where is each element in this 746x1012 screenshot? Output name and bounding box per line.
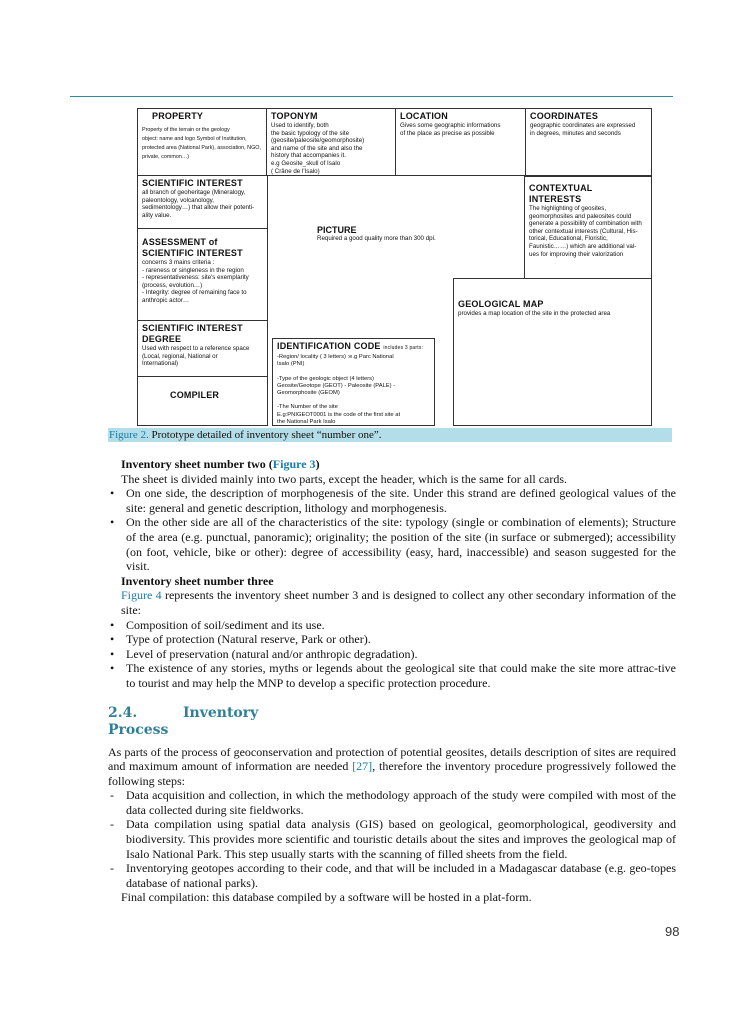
step-2: Data compilation using spatial data analysis (GIS) based on geological, geomorphological, geodiversity and biodiversity. This provides more scientific and touristic details about the sites and improves the geological map of Isalo National Park. This step usually starts with the scanning of filled sheets from the field.: [126, 817, 676, 861]
contextual-interests-cell: [524, 176, 652, 279]
toponym-cell: [266, 108, 396, 176]
header-rule: [70, 96, 673, 97]
section-para-pre: As parts of the process of geoconservation and protection of potential geosites, details description of sites are required and maximum amount of information are needed: [108, 744, 676, 774]
sheet2-heading: [108, 457, 676, 472]
coordinates-title: COORDINATES: [530, 111, 599, 121]
list-item: • On the other side are all of the characteristics of the site: typology (single or combination of elements); Structure of the area (e.g. punctual, panoramic); originality; the position of the site (in surface or submerged); accessibility (on foot, vehicle, bike or other): degree of accessibility (easy, hard, inaccessible) and season suggested for the visit.: [110, 515, 676, 574]
main-text: [108, 457, 676, 905]
geological-map-desc: provides a map location of the site in the protected area: [458, 310, 611, 317]
picture-desc: Required a good quality more than 300 dpi.: [317, 235, 436, 242]
list-item: • Level of preservation (natural and/or anthropic degradation).: [110, 646, 418, 661]
toponym-title: TOPONYM: [271, 111, 318, 121]
list-item: - Data compilation using spatial data analysis (GIS) based on geological, geomorphological, geodiversity and biodiversity. This provides more scientific and touristic details about the sites and improves the geological map of Isalo National Park. This step usually starts with the scanning of filled sheets from the field.: [110, 817, 676, 861]
section-number: 2.4.: [108, 704, 138, 721]
assessment-desc: concerns 3 mains criteria : - rareness or singleness in the region - representativeness: site's exemplarity (process, evolution…) - Integrity: degree of remaining face to anthropic actor…: [142, 259, 249, 304]
step-3: Inventorying geotopes according to their code, and that will be included in a Madagascar database (e.g. geo-topes database of national parks).: [126, 861, 676, 890]
section-heading: [108, 705, 676, 739]
sheet3-heading: Inventory sheet number three: [121, 573, 274, 588]
scientific-interest-desc: all branch of geoheritage (Mineralogy, paleontology, volcanology, sedimentology…) that allow their potenti- ality value.: [142, 189, 255, 219]
scientific-degree-title: SCIENTIFIC INTEREST DEGREE: [142, 323, 243, 344]
picture-area: [317, 225, 517, 243]
reference-27-link[interactable]: [27]: [352, 759, 373, 774]
scientific-degree-cell: [137, 320, 268, 377]
sheet3-intro: [108, 588, 676, 617]
geological-map-title: GEOLOGICAL MAP: [458, 299, 544, 309]
step-1: Data acquisition and collection, in which the methodology approach of the study were compiled with most of the data collected during site fieldworks.: [126, 788, 676, 817]
section-title: Inventory: [183, 704, 259, 721]
sheet2-heading-close: ): [315, 457, 320, 471]
scientific-interest-cell: [137, 175, 268, 229]
section-para-post: , therefore the inventory procedure progressively followed the following steps:: [108, 759, 677, 788]
location-title: LOCATION: [400, 111, 448, 121]
sheet3-intro-text: represents the inventory sheet number 3 and is designed to collect any other secondary information of the site:: [121, 588, 676, 617]
property-desc: Property of the terrain or the geology object: name and logo Symbol of Institution, protected area (National Park), association, NGO, private, common…): [142, 127, 261, 160]
final-compilation: Final compilation: this database compiled by a software will be hosted in a plat-form.: [121, 890, 532, 905]
list-item: • Type of protection (Natural reserve, Park or other).: [110, 632, 371, 647]
geological-map-cell: [453, 278, 652, 426]
list-item: • Composition of soil/sediment and its use.: [110, 617, 325, 632]
compiler-cell: [137, 376, 268, 426]
coordinates-cell: [525, 108, 652, 176]
sheet2-bullet-2: On the other side are all of the characteristics of the site: typology (single or combination of elements); Structure of the area (e.g. punctual, panoramic); originality; the position of the site (in surface or submerged); accessibility (on foot, vehicle, bike or other): degree of accessibility (easy, hard, inaccessible) and season suggested for the visit.: [126, 515, 676, 574]
toponym-desc: Used to identify, both the basic typology of the site (geosite/paleosite/geomorphosite) and name of the site and also the history that accompanies it. e.g Geosite_skull of Isalo ( Crâne de l'Isalo): [271, 122, 365, 175]
figure3-link[interactable]: Figure 3: [272, 457, 316, 471]
sheet3-bullet-4: The existence of any stories, myths or legends about the geological site that could make the site more attrac-tive to tourist and may help the MNP to develop a specific protection procedure.: [126, 661, 676, 690]
identification-code-desc: -Region/ locality ( 3 letters) :e.g Parc National Isalo (PNI) -Type of the geologic object (4 letters) Geosite/Geotope (GEOT) - Paleosite (PALE) - Geomorphosite (GEOM) -The Number of the site E.g:PNIGEOT0001 is the code of the first site at the National Park Isalo: [277, 354, 401, 425]
section-paragraph: [108, 745, 676, 789]
page-number: 98: [665, 924, 680, 939]
sheet2-intro: The sheet is divided mainly into two parts, except the header, which is the same for all cards.: [121, 471, 568, 486]
list-item: - Data acquisition and collection, in which the methodology approach of the study were compiled with most of the data collected during site fieldworks.: [110, 788, 676, 817]
figure4-link[interactable]: Figure 4: [121, 588, 162, 603]
location-desc: Gives some geographic informations of the place as precise as possible: [400, 122, 501, 137]
location-cell: [395, 108, 526, 176]
sheet3-bullet-2: Type of protection (Natural reserve, Park or other).: [126, 632, 371, 647]
section-title-line2: Process: [108, 721, 169, 738]
sheet3-bullet-1: Composition of soil/sediment and its use.: [126, 617, 325, 632]
contextual-interests-title: CONTEXTUAL INTERESTS: [529, 183, 593, 204]
figure-caption: [108, 428, 672, 442]
assessment-cell: [137, 228, 268, 321]
scientific-degree-desc: Used with respect to a reference space (Local, regional, National or International): [142, 345, 250, 368]
figure-caption-label: Figure 2.: [109, 429, 149, 441]
assessment-title: ASSESSMENT of SCIENTIFIC INTEREST: [142, 237, 243, 258]
identification-code-title: IDENTIFICATION CODE: [277, 341, 381, 351]
picture-title: PICTURE: [317, 225, 357, 235]
coordinates-desc: geographic coordinates are expressed in degrees, minutes and seconds: [530, 122, 636, 137]
sheet2-heading-text: Inventory sheet number two (: [121, 457, 273, 471]
sheet2-bullet-1: On one side, the description of morphogenesis of the site. Under this strand are defined geological values of the site: general and genetic description, lithology and morphogenesis.: [126, 486, 676, 515]
property-cell: [137, 108, 267, 176]
list-item: - Inventorying geotopes according to their code, and that will be included in a Madagascar database (e.g. geo-topes database of national parks).: [110, 861, 676, 890]
property-title: PROPERTY: [152, 111, 204, 121]
compiler-title: COMPILER: [170, 390, 220, 400]
identification-code-cell: [272, 338, 435, 426]
list-item: • On one side, the description of morphogenesis of the site. Under this strand are defined geological values of the site: general and genetic description, lithology and morphogenesis.: [110, 486, 676, 515]
scientific-interest-title: SCIENTIFIC INTEREST: [142, 178, 243, 188]
inventory-sheet-figure: [137, 104, 656, 425]
list-item: • The existence of any stories, myths or legends about the geological site that could make the site more attrac-tive to tourist and may help the MNP to develop a specific protection procedure.: [110, 661, 676, 690]
figure-caption-text: Prototype detailed of inventory sheet “number one”.: [148, 429, 382, 441]
contextual-interests-desc: The highlighting of geosites, geomorphosites and paleosites could generate a possibility of combination with other contextual interests (Cultural, His- torical, Educational, Floristic, Faunistic……) which are additional val- ues for improving their valorization: [529, 205, 642, 258]
sheet3-bullet-3: Level of preservation (natural and/or anthropic degradation).: [126, 646, 418, 661]
identification-code-subtitle: includes 3 parts:: [383, 345, 424, 351]
